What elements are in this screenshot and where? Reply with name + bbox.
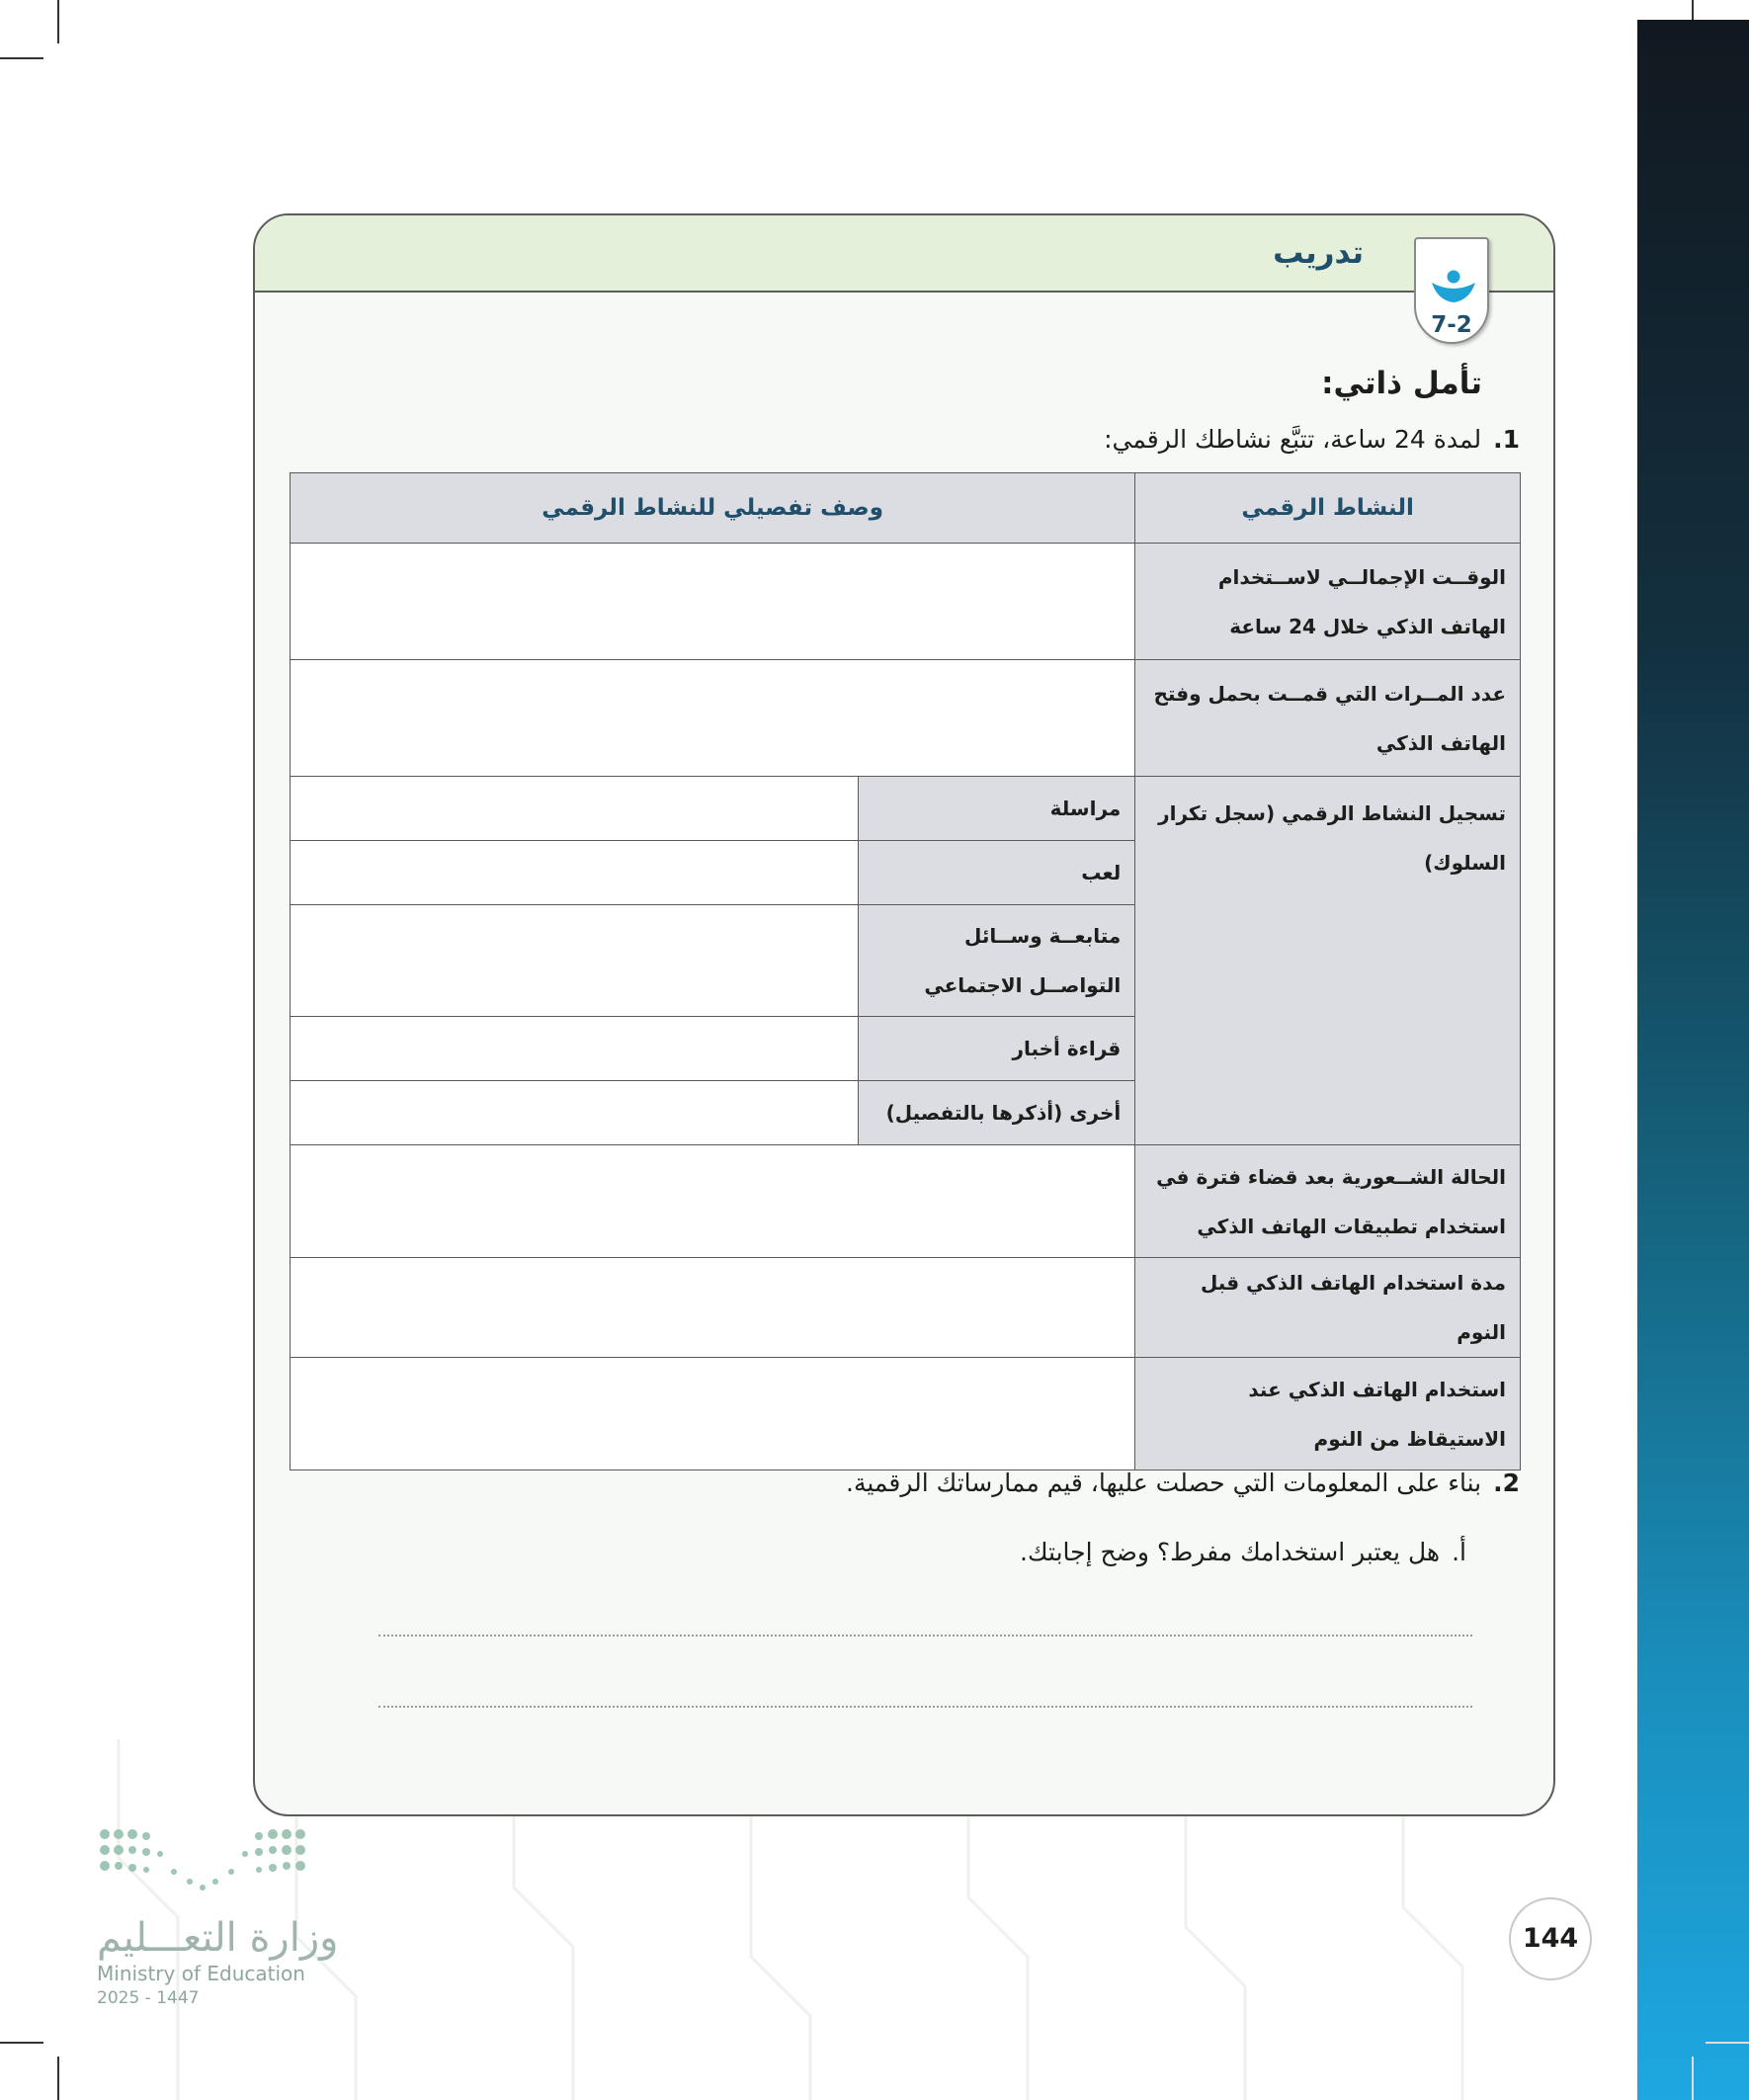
person-reading-icon [1430,269,1477,304]
decorative-side-strip [1637,20,1749,2100]
activity-item: أخرى (أذكرها بالتفصيل) [859,1081,1135,1145]
ministry-logo-years: 2025 - 1447 [97,1988,200,2008]
badge-number: 7-2 [1431,312,1472,338]
answer-cell[interactable] [291,1017,859,1081]
table-header: النشاط الرقمي [1135,473,1521,544]
answer-cell[interactable] [291,660,1135,777]
table-row-label: تسجيل النشاط الرقمي (سجل تكرار السلوك) [1135,777,1521,1145]
digital-activity-table [290,472,1521,1470]
answer-cell[interactable] [291,841,859,905]
table-row-label: الحالة الشــعورية بعد قضاء فترة في استخدام تطبيقات الهاتف الذكي [1135,1145,1521,1258]
table-row-label: مدة استخدام الهاتف الذكي قبل النوم [1135,1258,1521,1358]
question-1 [1104,425,1520,454]
table-row-label: استخدام الهاتف الذكي عند الاستيقاظ من النوم [1135,1358,1521,1470]
question-letter: أ. [1452,1538,1466,1566]
question-text: بناء على المعلومات التي حصلت عليها، قيم ممارساتك الرقمية. [846,1469,1482,1497]
question-number: 1. [1493,425,1520,454]
table-header: وصف تفصيلي للنشاط الرقمي [291,473,1135,544]
activity-item: لعب [859,841,1135,905]
exercise-badge [1414,237,1489,344]
question-2a [1020,1538,1466,1566]
answer-cell[interactable] [291,905,859,1017]
question-2 [846,1469,1520,1497]
answer-cell[interactable] [291,1258,1135,1358]
question-text: هل يعتبر استخدامك مفرط؟ وضح إجابتك. [1020,1538,1441,1566]
answer-cell[interactable] [291,1358,1135,1470]
crop-mark [1706,2042,1749,2044]
activity-item: متابعــة وســائل التواصــل الاجتماعي [859,905,1135,1017]
page-number-badge [1509,1897,1592,1980]
ministry-logo-icon [97,1826,308,1895]
question-number: 2. [1493,1469,1520,1497]
answer-cell[interactable] [291,544,1135,660]
answer-line[interactable] [378,1635,1472,1637]
card-title: تدريب [1273,235,1364,271]
activity-item: قراءة أخبار [859,1017,1135,1081]
answer-cell[interactable] [291,1081,859,1145]
question-text: لمدة 24 ساعة، تتبَّع نشاطك الرقمي: [1104,425,1482,454]
card-header [255,215,1553,293]
ministry-logo-english: Ministry of Education [97,1962,305,1985]
answer-cell[interactable] [291,1145,1135,1258]
page-number: 144 [1522,1923,1579,1954]
crop-mark [1692,2057,1694,2100]
crop-mark [57,0,59,43]
table-row-label: الوقــت الإجمالــي لاســتخدام الهاتف الذكي خلال 24 ساعة [1135,544,1521,660]
ministry-logo-arabic: وزارة التعـــليم [97,1915,339,1961]
crop-mark [0,57,43,59]
table-row-label: عدد المــرات التي قمــت بحمل وفتح الهاتف الذكي [1135,660,1521,777]
section-title: تأمل ذاتي: [1321,366,1482,401]
activity-item: مراسلة [859,777,1135,841]
answer-cell[interactable] [291,777,859,841]
answer-line[interactable] [378,1706,1472,1708]
